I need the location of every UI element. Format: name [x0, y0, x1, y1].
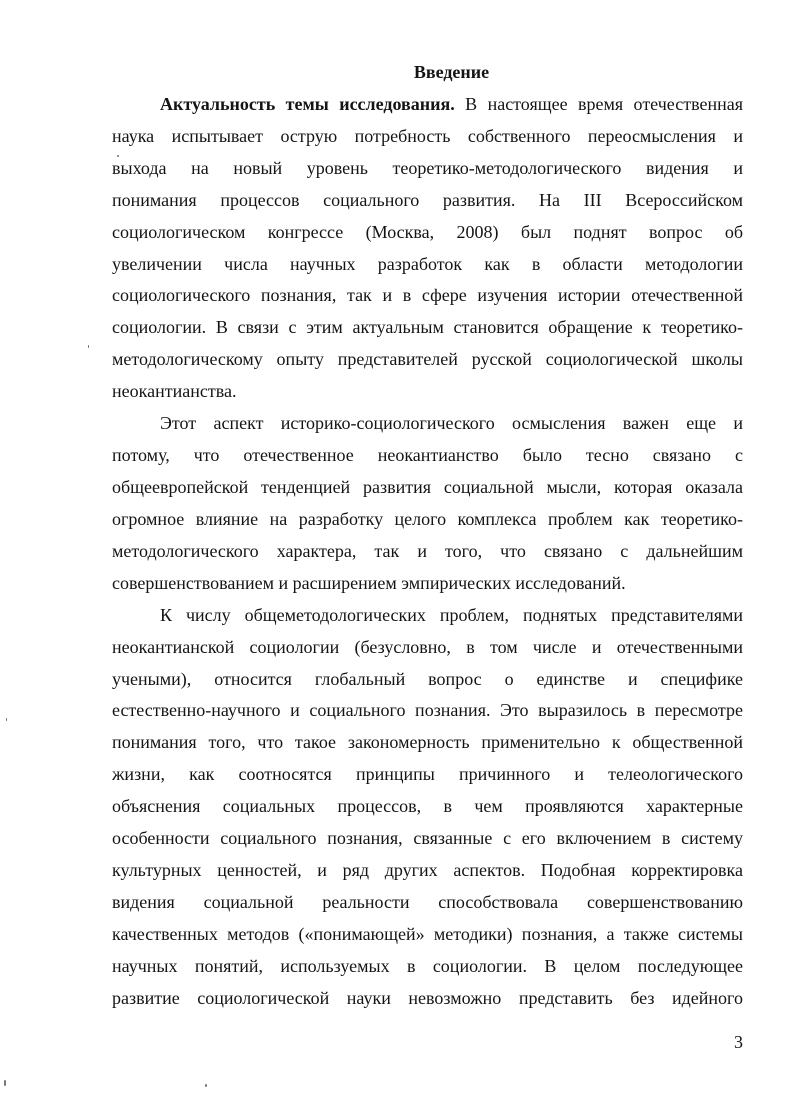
text-line: социологии. В связи с этим актуальным становится обращение к теоретико-	[112, 317, 743, 338]
paragraph-1	[112, 89, 743, 408]
section-title: Введение	[413, 62, 490, 82]
text-line: выхода на новый уровень теоретико-методологического видения и	[112, 157, 743, 178]
text-column	[112, 57, 743, 1015]
text-line: учеными), относится глобальный вопрос о единстве и специфике	[112, 668, 743, 689]
text-line: особенности социального познания, связанные с его включением в систему	[112, 828, 743, 849]
lead-phrase: Актуальность темы исследования.	[160, 93, 455, 114]
page-number: 3	[734, 1032, 743, 1052]
text-line: Этот аспект историко-социологического осмысления важен еще и	[160, 413, 743, 434]
text-line: естественно-научного и социального познания. Это выразилось в пересмотре	[112, 700, 743, 721]
text-line: огромное влияние на разработку целого комплекса проблем как теоретико-	[112, 508, 743, 529]
text-line: наука испытывает острую потребность собственного переосмысления и	[112, 125, 743, 146]
scan-speck	[88, 345, 89, 348]
paragraph-2	[112, 408, 743, 600]
scan-speck	[6, 718, 7, 721]
text-line-rest: В настоящее время отечественная	[465, 93, 743, 114]
scan-speck	[4, 1080, 6, 1086]
text-line: увеличении числа научных разработок как в области методологии	[112, 253, 743, 274]
scan-speck	[117, 155, 119, 157]
text-line: К числу общеметодологических проблем, поднятых представителями	[160, 604, 743, 625]
text-line: качественных методов («понимающей» методики) познания, а также системы	[112, 923, 743, 944]
scan-speck	[205, 1084, 207, 1087]
text-line: совершенствованием и расширением эмпирических исследований.	[112, 572, 626, 593]
text-line: жизни, как соотносятся принципы причинного и телеологического	[112, 764, 743, 785]
text-line: видения социальной реальности способствовала совершенствованию	[112, 891, 743, 912]
text-line: общеевропейской тенденцией развития социальной мысли, которая оказала	[112, 476, 743, 497]
paragraph-3	[112, 600, 743, 1015]
text-line: методологическому опыту представителей русской социологической школы	[112, 349, 743, 370]
text-line: методологического характера, так и того, что связано с дальнейшим	[112, 540, 743, 561]
text-line: культурных ценностей, и ряд других аспектов. Подобная корректировка	[112, 860, 743, 881]
text-line: социологического познания, так и в сфере изучения истории отечественной	[112, 285, 743, 306]
text-line: понимания того, что такое закономерность применительно к общественной	[112, 732, 743, 753]
text-line: научных понятий, используемых в социологии. В целом последующее	[112, 955, 743, 976]
text-line: социологическом конгрессе (Москва, 2008) был поднят вопрос об	[112, 221, 743, 242]
text-line: объяснения социальных процессов, в чем проявляются характерные	[112, 796, 743, 817]
text-line	[112, 89, 743, 121]
text-line: неокантианской социологии (безусловно, в том числе и отечественными	[112, 636, 743, 657]
text-line: понимания процессов социального развития. На III Всероссийском	[112, 189, 743, 210]
text-line: потому, что отечественное неокантианство было тесно связано с	[112, 445, 743, 466]
text-line: неокантианства.	[112, 381, 237, 402]
text-line: развитие социологической науки невозможно представить без идейного	[112, 987, 743, 1008]
